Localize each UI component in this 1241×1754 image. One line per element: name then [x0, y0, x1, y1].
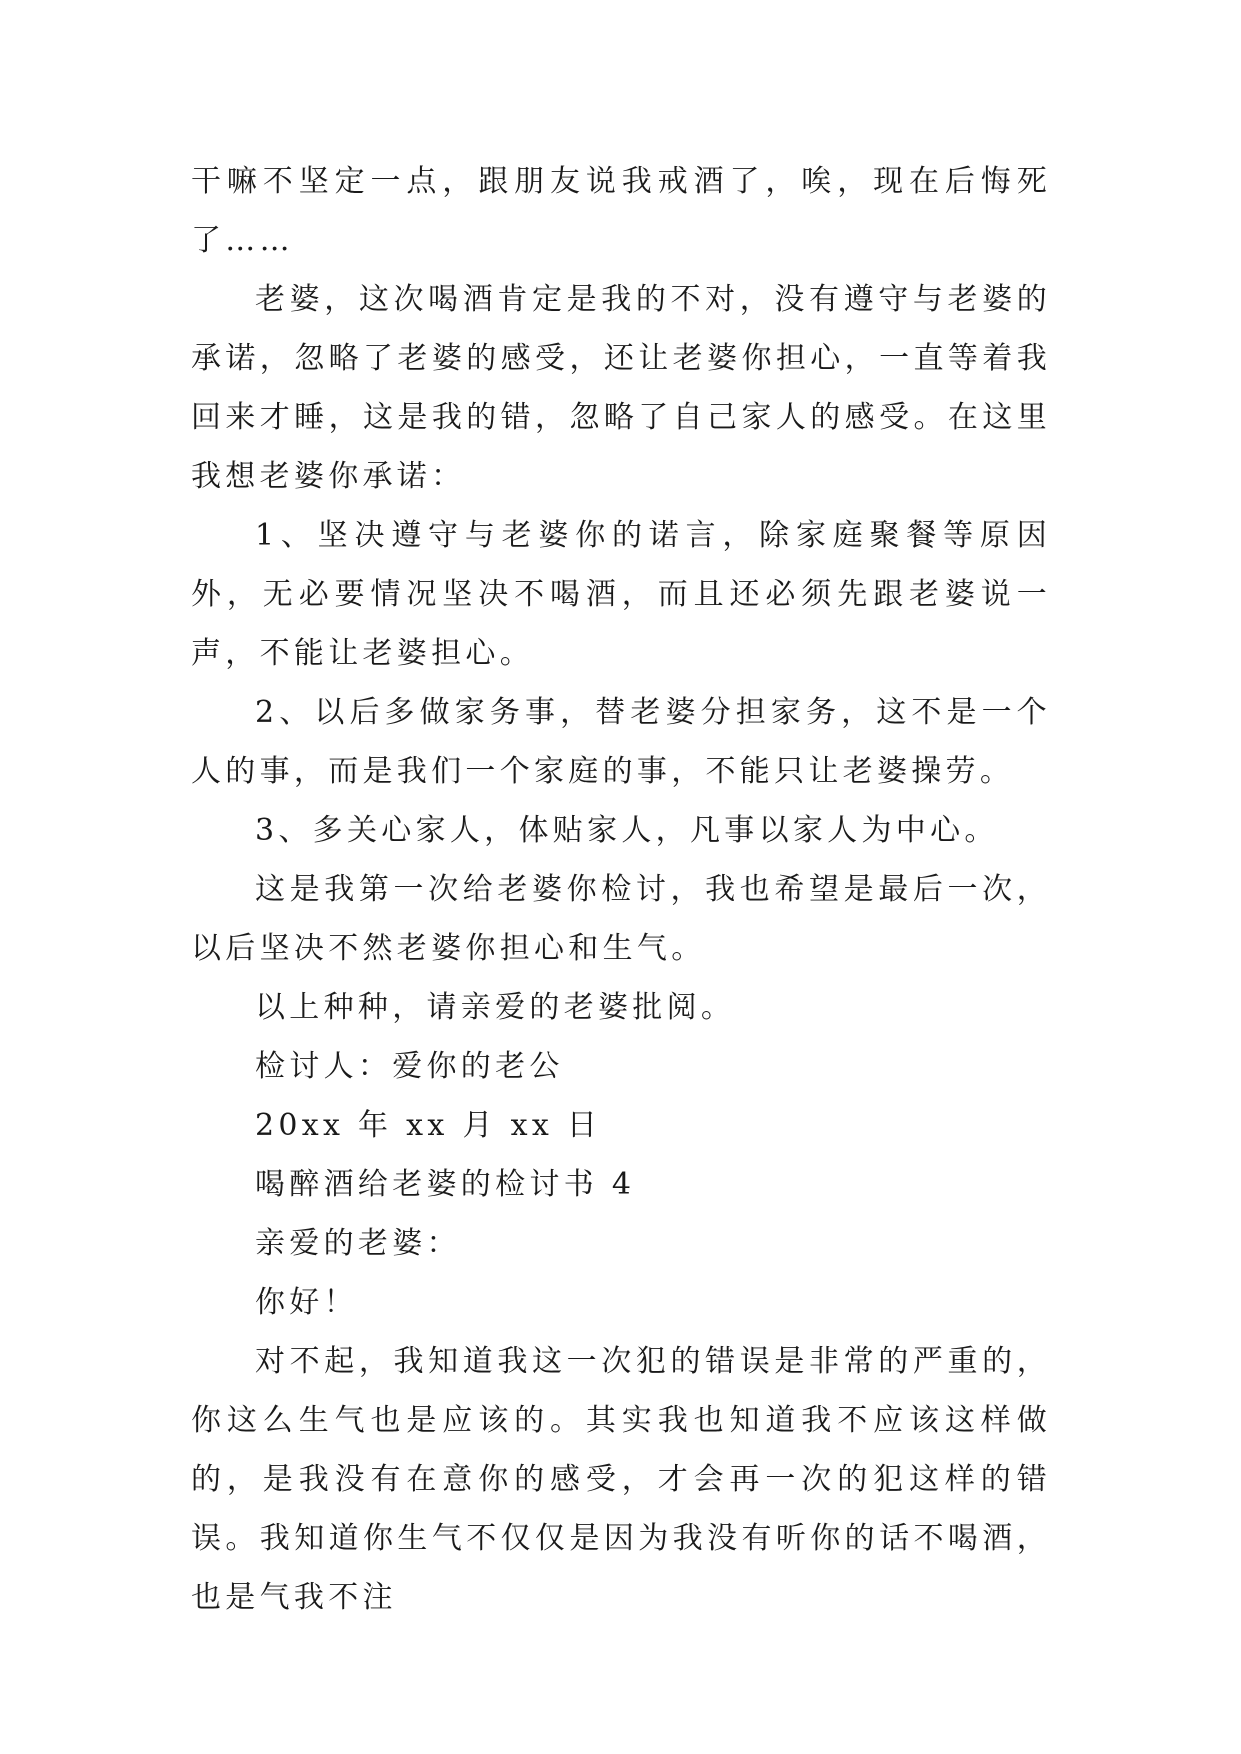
paragraph-apology: 老婆，这次喝酒肯定是我的不对，没有遵守与老婆的承诺，忽略了老婆的感受，还让老婆你担心，一直等着我回来才睡，这是我的错，忽略了自己家人的感受。在这里我想老婆你承诺：	[191, 282, 1051, 494]
document-body	[191, 152, 1051, 1627]
paragraph-continuation: 干嘛不坚定一点，跟朋友说我戒酒了，唉，现在后悔死了……	[191, 164, 1051, 258]
greeting: 你好！	[255, 1285, 358, 1320]
paragraph-first-apology: 这是我第一次给老婆你检讨，我也希望是最后一次，以后坚决不然老婆你担心和生气。	[191, 872, 1051, 966]
paragraph-closing: 以上种种，请亲爱的老婆批阅。	[255, 990, 736, 1025]
signature-line: 检讨人：爱你的老公	[255, 1049, 564, 1084]
promise-item-1: 1、坚决遵守与老婆你的诺言，除家庭聚餐等原因外，无必要情况坚决不喝酒，而且还必须先跟老婆说一声，不能让老婆担心。	[191, 518, 1051, 671]
salutation: 亲爱的老婆：	[255, 1226, 461, 1261]
paragraph-sorry: 对不起，我知道我这一次犯的错误是非常的严重的，你这么生气也是应该的。其实我也知道我不应该这样做的，是我没有在意你的感受，才会再一次的犯这样的错误。我知道你生气不仅仅是因为我没有听你的话不喝酒，也是气我不注	[191, 1344, 1051, 1615]
date-line: 20xx 年 xx 月 xx 日	[255, 1108, 602, 1143]
promise-item-3: 3、多关心家人，体贴家人，凡事以家人为中心。	[255, 813, 999, 848]
section-title: 喝醉酒给老婆的检讨书 4	[255, 1167, 636, 1202]
promise-item-2: 2、以后多做家务事，替老婆分担家务，这不是一个人的事，而是我们一个家庭的事，不能只让老婆操劳。	[191, 695, 1051, 789]
